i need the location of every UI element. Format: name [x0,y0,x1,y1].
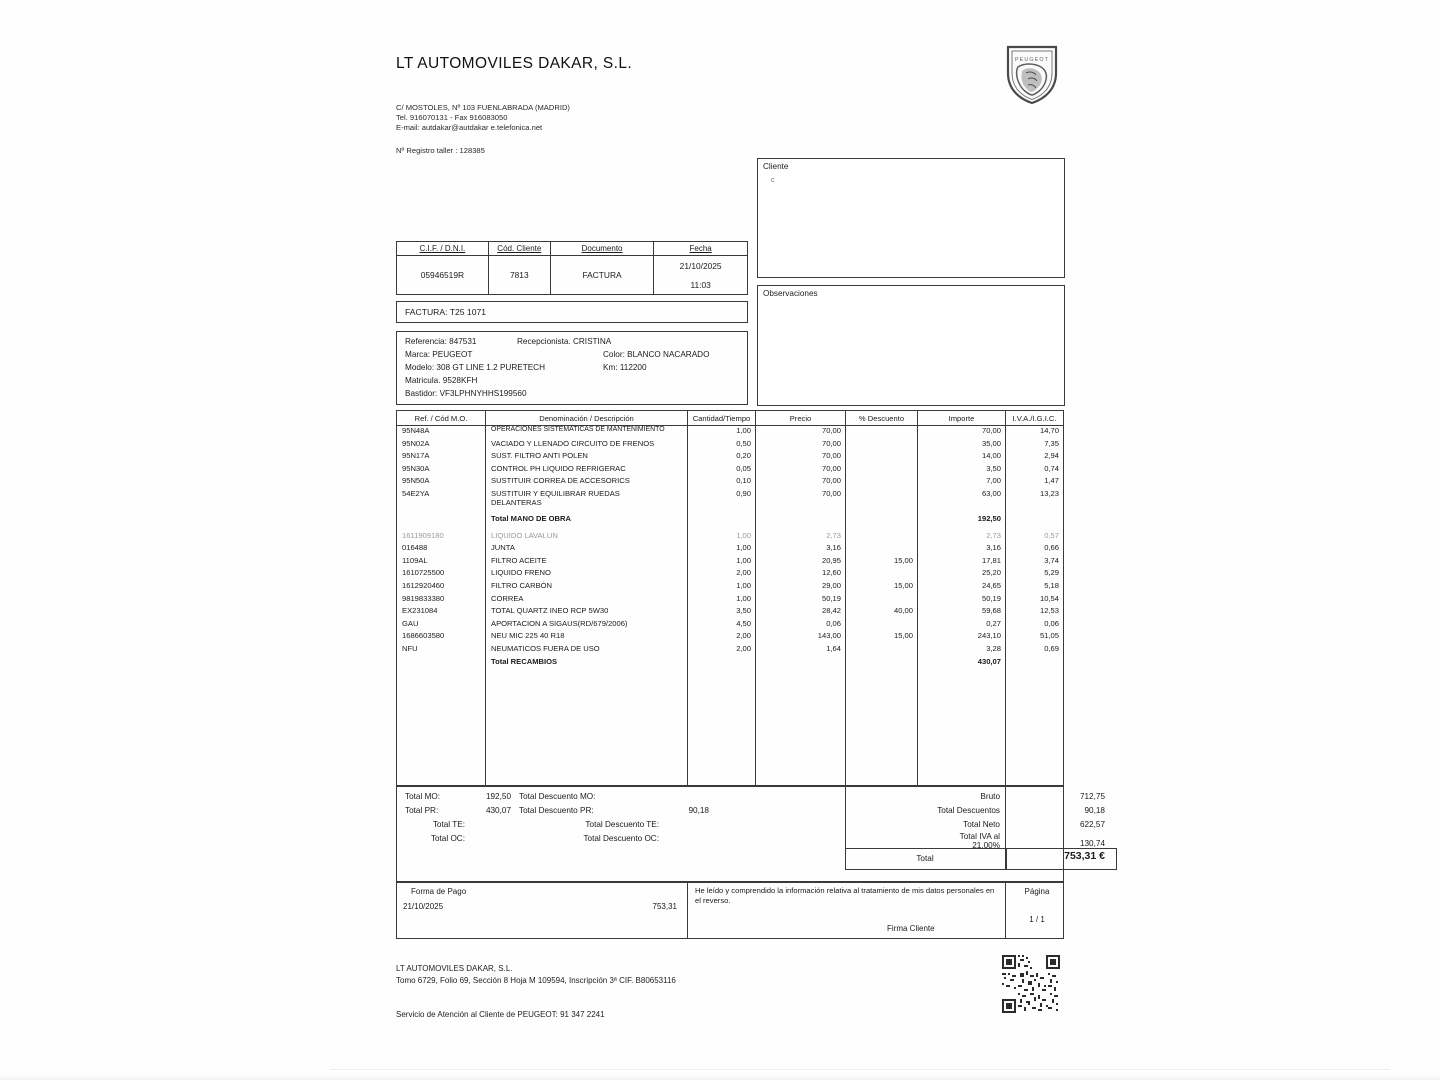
header-fecha: Fecha [654,242,748,256]
table-row [397,438,1063,451]
vehicle-modelo: Modelo: 308 GT LINE 1.2 PURETECH [405,363,546,372]
company-phone-fax: Tel. 916070131 - Fax 916083050 [396,113,508,123]
document-info-header-row [397,242,748,256]
cell-ref: 1610725500 [402,568,445,578]
vehicle-km: Km: 112200 [603,363,647,372]
cell-denominacion: NEU MIC 225 40 R18 [491,631,565,641]
table-row [397,530,1063,543]
cell-cantidad: 0,05 [736,463,751,473]
cell-cantidad: 2,00 [736,643,751,653]
cell-denominacion: APORTACION A SIGAUS(RD/679/2006) [491,618,628,628]
cell-denominacion: SUST. FILTRO ANTI POLEN [491,451,588,461]
totals-block [396,785,1105,883]
cell-descuento: 15,00 [893,631,913,641]
table-row [397,580,1063,593]
cell-descuento: 15,00 [893,580,913,590]
cell-importe: 0,27 [986,618,1001,628]
table-row [397,488,1063,513]
cell-cantidad: 2,00 [736,568,751,578]
total-right-value: 622,57 [1079,820,1105,829]
cell-ref: 95N30A [402,463,430,473]
cell-precio: 3,16 [826,543,841,553]
cell-cantidad: 1,00 [736,555,751,565]
cell-iva: 12,53 [1039,606,1059,616]
total-discount-label: Total Descuento MO: [519,792,596,801]
cell-ref: 95N02A [402,438,430,448]
cell-denominacion: CONTROL PH LIQUIDO REFRIGERAC [491,463,626,473]
company-email: E-mail: autdakar@autdakar e.telefonica.net [396,123,543,133]
vehicle-color: Color: BLANCO NACARADO [603,350,710,359]
total-right-value: 90,18 [1084,806,1105,815]
items-header-row [397,411,1063,426]
cell-denominacion: FILTRO CARBÓN [491,580,553,590]
legal-registry: Tomo 6729, Folio 69, Sección 8 Hoja M 109594, Inscripción 3ª CIF. B80653116 [396,976,676,985]
table-row [397,463,1063,476]
cell-precio: 0,06 [826,618,841,628]
total-discount-label: Total Descuento TE: [585,820,659,829]
total-right-label: Total Descuentos [937,806,1000,815]
document-info-table [396,241,748,295]
company-street: C/ MOSTOLES, Nº 103 FUENLABRADA (MADRID) [396,103,570,112]
cell-importe: 17,81 [981,555,1001,565]
peugeot-logo-icon [1004,43,1060,106]
items-table [396,410,1064,787]
observaciones-box[interactable] [757,285,1065,406]
cliente-box[interactable] [757,158,1065,278]
factura-number-strip [396,301,748,323]
cell-importe: 3,28 [986,643,1001,653]
cell-cantidad: 1,00 [736,426,751,435]
cell-iva: 5,29 [1044,568,1059,578]
cell-precio: 70,00 [821,451,841,461]
header-cod-cliente: Cód. Cliente [488,242,550,256]
cell-importe: 59,68 [981,606,1001,616]
cell-ref: 1611909180 [402,530,444,540]
peugeot-wordmark: PEUGEOT [1014,57,1050,63]
cell-precio: 12,60 [821,568,841,578]
cell-cantidad: 0,90 [736,488,751,498]
cell-importe: 3,16 [986,543,1001,553]
vehicle-recepcionista: Recepcionista. CRISTINA [517,337,612,346]
cell-iva: 10,54 [1039,593,1059,603]
cell-iva: 14,70 [1039,426,1059,435]
legal-company: LT AUTOMOVILES DAKAR, S.L. [396,964,513,973]
payfoot-sep-2 [1005,882,1006,938]
cell-precio: 50,19 [821,593,841,603]
table-row [397,618,1063,631]
total-right-value: 130,74 [1079,839,1105,848]
cell-precio: 20,95 [821,555,841,565]
customer-service-line: Servicio de Atención al Cliente de PEUGEOT: 91 347 2241 [396,1010,605,1019]
cell-denominacion: CORREA [491,593,524,603]
cell-ref: 1686603580 [402,631,445,641]
total-right-value: 712,75 [1079,792,1105,801]
cell-importe: 2,73 [986,530,1001,540]
cell-ref: EX231084 [402,606,438,616]
cell-iva: 51,05 [1039,631,1059,641]
qr-code-icon [1002,955,1060,1013]
cell-iva: 0,57 [1044,530,1059,540]
header-iva: I.V.A./I.G.I.C. [1012,414,1057,423]
cell-ref: 1109AL [402,555,428,565]
page-label: Página [1024,887,1050,896]
payment-date: 21/10/2025 [403,902,444,911]
cell-precio: 29,00 [821,580,841,590]
forma-pago-label: Forma de Pago [411,887,467,896]
total-discount-label: Total Descuento PR: [519,806,594,815]
vehicle-referencia: Referencia: 847531 [405,337,477,346]
cell-cantidad: 1,00 [736,580,751,590]
cell-ref: 95N48A [402,426,430,435]
cell-precio: 1,64 [826,643,841,653]
total-discount-label: Total Descuento OC: [583,834,659,843]
header-cif: C.I.F. / D.N.I. [397,242,489,256]
table-row [397,450,1063,463]
cell-iva: 0,66 [1044,543,1059,553]
cell-iva: 3,74 [1044,555,1059,565]
labor-total-label: Total MANO DE OBRA [491,513,572,523]
cell-denominacion: VACIADO Y LLENADO CIRCUITO DE FRENOS [491,438,655,448]
cell-importe: 7,00 [986,476,1001,486]
cell-precio: 70,00 [821,438,841,448]
cell-denominacion: SUSTITUIR CORREA DE ACCESORICS [491,476,630,486]
cell-iva: 13,23 [1039,488,1059,498]
total-left-label: Total TE: [432,820,465,829]
cell-iva: 5,18 [1044,580,1059,590]
cell-denominacion: NEUMATICOS FUERA DE USO [491,643,600,653]
vehicle-info-block [396,331,748,405]
cell-cantidad: 3,50 [736,606,751,616]
consent-text: He leído y comprendido la información relativa al tratamiento de mis datos personales en el reverso. [695,886,995,905]
parts-total-value: 430,07 [977,656,1001,666]
total-left-value: 430,07 [485,806,511,815]
table-row [397,567,1063,580]
cell-denominacion: JUNTA [491,543,515,553]
cell-iva: 0,74 [1044,463,1059,473]
cell-precio: 2,73 [826,530,841,540]
cell-precio: 70,00 [821,463,841,473]
cell-iva: 7,35 [1044,438,1059,448]
cell-cantidad: 4,50 [736,618,751,628]
total-right-label: Bruto [980,792,1000,801]
total-discount-value: 90,18 [688,806,709,815]
table-row [397,425,1063,438]
cell-denominacion: LIQUIDO LAVALUN [491,530,558,540]
cell-importe: 24,65 [981,580,1001,590]
cell-denominacion: SUSTITUIR Y EQUILIBRAR RUEDAS [491,488,620,498]
legal-footer [396,963,676,987]
cell-iva: 2,94 [1044,451,1059,461]
cell-importe: 50,19 [981,593,1001,603]
cell-ref: 1612920460 [402,580,445,590]
cell-ref: 016488 [402,543,428,553]
value-fecha: 21/10/2025 [679,260,722,271]
table-row [397,643,1063,656]
header-ref: Ref. / Cód M.O. [414,414,468,423]
cell-ref: 95N50A [402,476,430,486]
vehicle-marca: Marca: PEUGEOT [405,350,473,359]
cell-denominacion: LIQUIDO FRENO [491,568,551,578]
cliente-label: Cliente [763,162,789,171]
vehicle-bastidor: Bastidor: VF3LPHNYHHS199560 [405,389,527,398]
cell-precio: 143,00 [817,631,841,641]
company-address-block [396,103,570,134]
value-cif: 05946519R [397,256,489,295]
cell-cantidad: 2,00 [736,631,751,641]
factura-number: FACTURA: T25 1071 [405,307,487,317]
header-precio: Precio [789,414,812,423]
value-cod-cliente: 7813 [488,256,550,295]
parts-total-row [397,656,1063,669]
header-denominacion: Denominación / Descripción [539,414,634,423]
value-fecha-hora [654,256,748,295]
grand-total-label: Total [916,854,934,863]
cell-ref: GAU [402,618,419,628]
value-hora: 11:03 [690,279,711,290]
cell-cantidad: 1,00 [736,593,751,603]
cell-ref: 54E2YA [402,488,430,498]
payment-amount: 753,31 [652,902,677,911]
scan-artifact-line [330,1069,1390,1070]
cell-precio: 70,00 [821,476,841,486]
total-left-label: Total MO: [405,792,441,801]
cell-cantidad: 0,20 [736,451,751,461]
cell-cantidad: 1,00 [736,530,751,540]
payfoot-sep-1 [687,882,688,938]
cell-descuento: 15,00 [893,555,913,565]
total-right-label: Total IVA al [959,832,1000,841]
cell-ref: 9819833380 [402,593,445,603]
items-rows-container [397,425,1063,668]
cell-denominacion: FILTRO ACEITE [491,555,547,565]
header-importe: Importe [948,414,975,423]
cell-importe: 70,00 [981,426,1001,435]
table-row [397,605,1063,618]
cell-iva: 1,47 [1044,476,1059,486]
workshop-registration: Nº Registro taller : 128385 [396,146,485,155]
table-row [397,542,1063,555]
labor-total-row [397,513,1063,526]
cell-cantidad: 0,10 [736,476,751,486]
total-right-label: Total Neto [963,820,1000,829]
payment-footer-block [396,881,1064,939]
vehicle-matricula: Matricula. 9528KFH [405,376,478,385]
cell-iva: 0,69 [1044,643,1059,653]
cell-cantidad: 0,50 [736,438,751,448]
total-left-label: Total OC: [430,834,465,843]
cell-precio: 70,00 [821,488,841,498]
page-value: 1 / 1 [1029,915,1045,924]
total-left-label: Total PR: [405,806,439,815]
cell-ref: 95N17A [402,451,430,461]
cell-denominacion: TOTAL QUARTZ INEO RCP 5W30 [491,606,609,616]
firma-cliente-label: Firma Cliente [887,924,935,933]
document-info-value-row [397,256,748,295]
table-row [397,475,1063,488]
scan-edge [0,1074,1440,1080]
cell-importe: 35,00 [981,438,1001,448]
cell-cantidad: 1,00 [736,543,751,553]
total-left-value: 192,50 [485,792,511,801]
header-cantidad: Cantidad/Tiempo [692,414,751,423]
cell-importe: 3,50 [986,463,1001,473]
cell-precio: 70,00 [821,426,841,435]
cell-descuento: 40,00 [893,606,913,616]
cell-iva: 0,06 [1044,618,1059,628]
cell-importe: 243,10 [977,631,1001,641]
cell-importe: 63,00 [981,488,1001,498]
cell-denominacion: OPERACIONES SISTEMATICAS DE MANTENIMIENTO [491,426,665,433]
company-name: LT AUTOMOVILES DAKAR, S.L. [396,55,633,72]
table-row [397,593,1063,606]
cell-precio: 28,42 [821,606,841,616]
cell-importe: 14,00 [981,451,1001,461]
table-row [397,630,1063,643]
cell-ref: NFU [402,643,418,653]
labor-total-value: 192,50 [977,513,1001,523]
header-documento: Documento [550,242,653,256]
cell-denominacion-line2: DELANTERAS [491,497,542,507]
grand-total-value: 753,31 € [1064,850,1105,862]
cell-importe: 25,20 [981,568,1001,578]
table-row [397,555,1063,568]
total-right-label-sub: 21,00% [972,841,1000,850]
observaciones-label: Observaciones [763,289,818,298]
parts-total-label: Total RECAMBIOS [491,656,558,666]
cliente-value: c [771,177,775,184]
value-documento: FACTURA [550,256,653,295]
header-descuento: % Descuento [858,414,905,423]
